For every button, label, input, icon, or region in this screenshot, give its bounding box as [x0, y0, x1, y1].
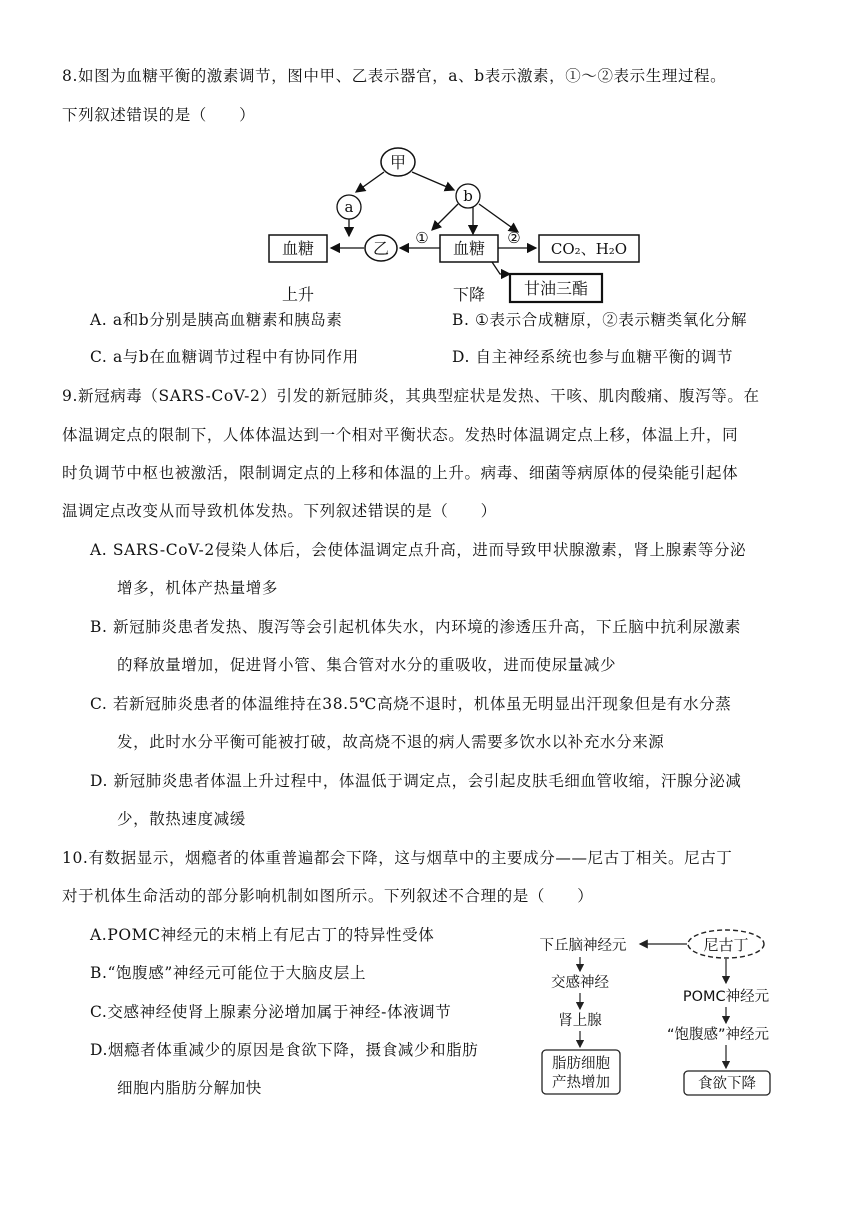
q9-option-b-line2: 的释放量增加，促进肾小管、集合管对水分的重吸收，进而使尿量减少: [117, 656, 617, 674]
q10-option-b: B.“饱腹感”神经元可能位于大脑皮层上: [90, 964, 367, 982]
q9-option-c-line2: 发，此时水分平衡可能被打破，故高烧不退的病人需要多饮水以补充水分来源: [117, 733, 665, 751]
q9-option-d-line2: 少，散热速度减缓: [117, 810, 246, 828]
q9-stem-line2: 体温调定点的限制下，人体体温达到一个相对平衡状态。发热时体温调定点上移，体温上升，同: [62, 426, 739, 444]
triglyceride-label: 甘油三酯: [523, 279, 589, 298]
q9-option-a-line2: 增多，机体产热量增多: [117, 579, 279, 597]
organ-yi-label: 乙: [372, 239, 390, 258]
rise-label: 上升: [281, 285, 315, 304]
hypothalamus-label: 下丘脑神经元: [539, 938, 627, 954]
q10-option-c: C.交感神经使肾上腺素分泌增加属于神经-体液调节: [90, 1003, 452, 1021]
q10-stem-line1: 10.有数据显示，烟瘾者的体重普遍都会下降，这与烟草中的主要成分——尼古丁相关。尼古丁: [62, 849, 733, 867]
appetite-decrease-label: 食欲下降: [698, 1076, 756, 1092]
q8-stem-line2: 下列叙述错误的是（ ）: [62, 106, 256, 124]
q10-option-a: A.POMC神经元的末梢上有尼古丁的特异性受体: [90, 926, 435, 944]
q8-option-d: D. 自主神经系统也参与血糖平衡的调节: [452, 348, 734, 366]
q9-stem-line4: 温调定点改变从而导致机体发热。下列叙述错误的是（ ）: [62, 502, 497, 520]
pomc-neuron-label: POMC神经元: [682, 989, 770, 1005]
q8-option-c: C. a与b在血糖调节过程中有协同作用: [90, 348, 359, 366]
q10-option-d-line2: 细胞内脂肪分解加快: [117, 1079, 262, 1097]
q10-nicotine-diagram: [525, 925, 795, 1105]
adrenal-label: 肾上腺: [558, 1013, 602, 1029]
blood-sugar-middle-label: 血糖: [452, 239, 486, 258]
heat-increase-label: 产热增加: [552, 1075, 610, 1091]
hormone-a-label: a: [344, 198, 354, 216]
fall-label: 下降: [452, 285, 486, 304]
nicotine-label: 尼古丁: [703, 936, 749, 954]
process-2-label: ②: [507, 229, 521, 247]
sympathetic-label: 交感神经: [551, 975, 609, 991]
q9-option-d-line1: D. 新冠肺炎患者体温上升过程中，体温低于调定点，会引起皮肤毛细血管收缩，汗腺分泌减: [90, 772, 742, 790]
organ-jia-label: 甲: [389, 153, 407, 172]
q10-stem-line2: 对于机体生命活动的部分影响机制如图所示。下列叙述不合理的是（ ）: [62, 887, 594, 905]
q9-stem-line1: 9.新冠病毒（SARS-CoV-2）引发的新冠肺炎，其典型症状是发热、干咳、肌肉酸痛、腹泻等。在: [62, 387, 760, 405]
q9-option-a-line1: A. SARS-CoV-2侵染人体后，会使体温调定点升高，进而导致甲状腺激素，肾上腺素等分泌: [90, 541, 747, 559]
q9-stem-line3: 时负调节中枢也被激活，限制调定点的上移和体温的上升。病毒、细菌等病原体的侵染能引起体: [62, 464, 739, 482]
q10-option-d-line1: D.烟瘾者体重减少的原因是食欲下降，摄食减少和脂肪: [90, 1041, 479, 1059]
q8-option-a: A. a和b分别是胰高血糖素和胰岛素: [90, 311, 343, 329]
satiety-neuron-label: “饱腹感”神经元: [666, 1027, 770, 1043]
blood-sugar-left-label: 血糖: [281, 239, 315, 258]
co2-h2o-label: CO₂、H₂O: [550, 240, 628, 258]
q9-option-b-line1: B. 新冠肺炎患者发热、腹泻等会引起机体失水，内环境的渗透压升高，下丘脑中抗利尿激素: [90, 618, 741, 636]
q8-stem-line1: 8.如图为血糖平衡的激素调节，图中甲、乙表示器官，a、b表示激素，①～②表示生理过程。: [62, 67, 727, 85]
q9-option-c-line1: C. 若新冠肺炎患者的体温维持在38.5℃高烧不退时，机体虽无明显出汗现象但是有水分蒸: [90, 695, 732, 713]
fat-cell-label: 脂肪细胞: [552, 1056, 610, 1072]
process-1-label: ①: [415, 229, 429, 247]
hormone-b-label: b: [463, 187, 473, 205]
q8-option-b: B. ①表示合成糖原，②表示糖类氧化分解: [452, 311, 748, 329]
q8-blood-sugar-diagram: [260, 140, 650, 310]
